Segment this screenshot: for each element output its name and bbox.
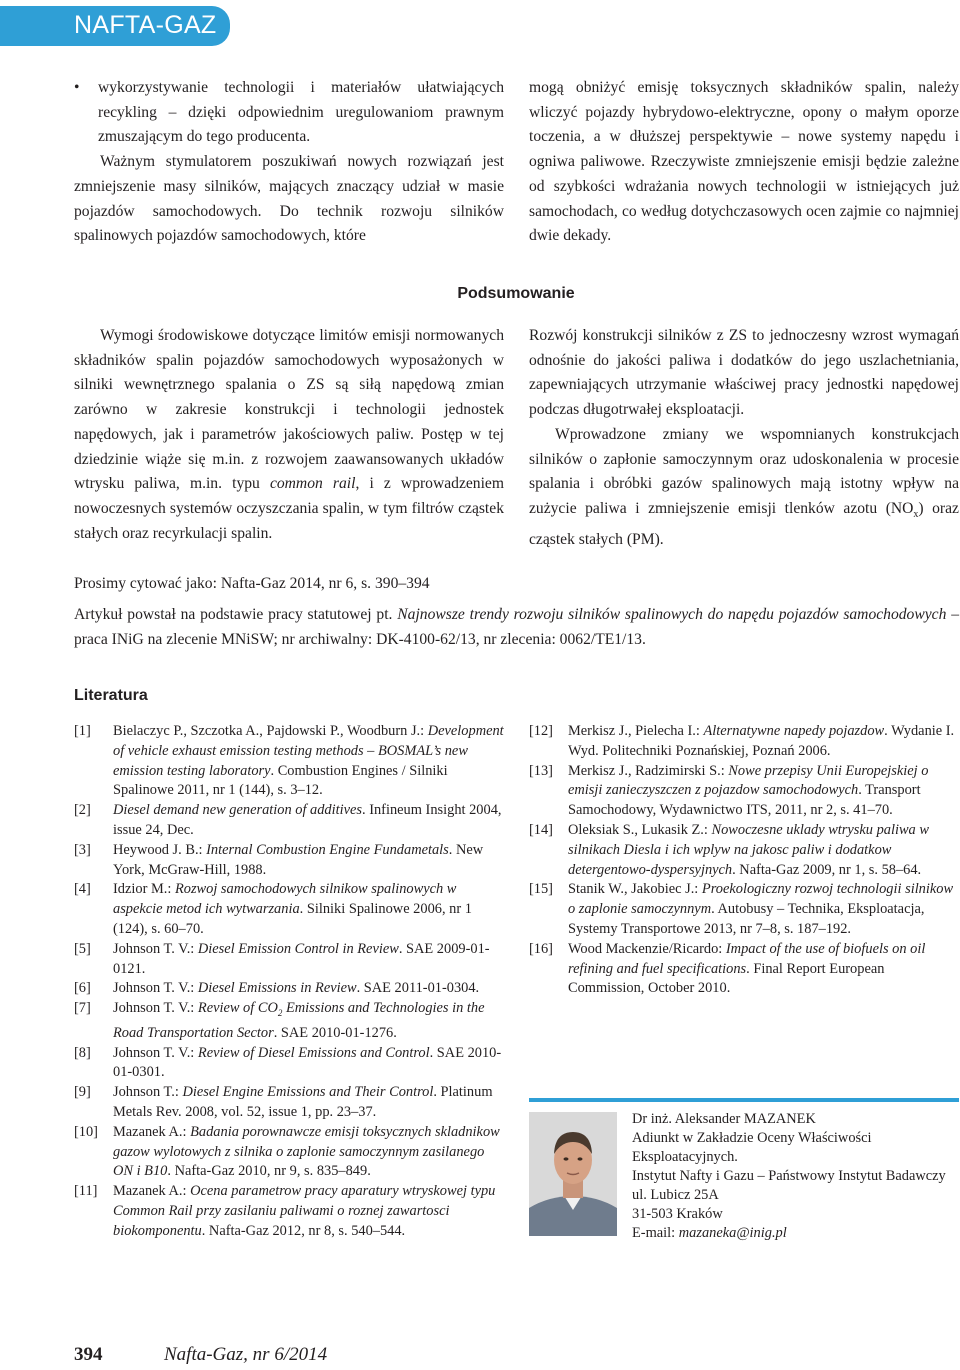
footer-journal: Nafta-Gaz, nr 6/2014	[164, 1344, 328, 1365]
page-number: 394	[74, 1344, 103, 1365]
reference-number: [10]	[74, 1123, 98, 1140]
reference-number: [15]	[529, 881, 553, 898]
reference-item: [14] Oleksiak S., Lukasik Z.: Nowoczesne uklady wtrysku paliwa w silnikach Diesla i ich wplyw na jakosc paliw i dodatkow detergentowo-dyspersyjnych. Nafta-Gaz 2009, nr 1, s. 58–64.	[529, 821, 929, 878]
reference-number: [4]	[74, 881, 91, 898]
section-heading: Podsumowanie	[457, 285, 575, 302]
reference-item: [12] Merkisz J., Pielecha I.: Alternatywne napedy pojazdow. Wydanie I. Wyd. Politechniki Poznańskiej, Poznań 2006.	[529, 723, 955, 759]
reference-item: [4] Idzior M.: Rozwoj samochodowych silnikow spalinowych w aspekcie metod ich wytwarzania. Silniki Spalinowe 2006, nr 1 (124), s. 60–70.	[74, 881, 472, 937]
citation-note: Prosimy cytować jako: Nafta-Gaz 2014, nr 6, s. 390–394	[74, 575, 430, 592]
reference-item: [13] Merkisz J., Radzimirski S.: Nowe przepisy Unii Europejskiej o emisji zanieczyszczen z pojazdow samochodowych. Transport Samochodowy, Wydawnictwo ITS, 2011, nr 2, s. 41–70.	[529, 762, 929, 819]
reference-number: [6]	[74, 980, 91, 997]
reference-item: [8] Johnson T. V.: Review of Diesel Emissions and Control. SAE 2010-01-0301.	[74, 1044, 502, 1081]
literature-heading: Literatura	[74, 687, 148, 704]
author-photo	[529, 1112, 617, 1236]
reference-item: [11] Mazanek A.: Ocena parametrow pracy aparatury wtryskowej typu Common Rail przy zasilaniu paliwami o roznej zawartosci biokomponentu. Nafta-Gaz 2012, nr 8, s. 540–544.	[74, 1183, 496, 1239]
summary-left-column	[74, 324, 504, 546]
summary-right-column	[529, 324, 959, 552]
reference-number: [12]	[529, 723, 553, 739]
author-street: ul. Lubicz 25A	[632, 1187, 719, 1203]
references-right-column	[529, 722, 959, 999]
reference-number: [13]	[529, 762, 553, 779]
author-info	[632, 1110, 958, 1243]
reference-item: [9] Johnson T.: Diesel Engine Emissions and Their Control. Platinum Metals Rev. 2008, vol. 52, issue 1, pp. 23–37.	[74, 1084, 493, 1121]
bullet-item: • wykorzystywanie technologii i materiałów ułatwiających recykling – dzięki odpowiednim uregulowaniom prawnym zmuszającym do tego producenta.	[74, 76, 504, 150]
reference-number: [2]	[74, 802, 91, 819]
reference-item: [3] Heywood J. B.: Internal Combustion Engine Fundametals. New York, McGraw-Hill, 1988.	[74, 841, 484, 878]
author-email: E-mail: mazaneka@inig.pl	[632, 1225, 787, 1241]
article-note: Artykuł powstał na podstawie pracy statutowej pt. Najnowsze trendy rozwoju silników spalinowych do napędu pojazdów samochodowych – praca INiG na zlecenie MNiSW; nr archiwalny: DK-4100-62/13, nr zlecenia: 0062/TE1/13.	[74, 606, 959, 648]
reference-number: [5]	[74, 940, 91, 957]
reference-item: [5] Johnson T. V.: Diesel Emission Control in Review. SAE 2009-01-0121.	[74, 940, 490, 977]
author-divider	[529, 1098, 959, 1102]
journal-header-tab	[0, 6, 230, 46]
paragraph: Wprowadzone zmiany we wspomnianych konstrukcjach silników o zapłonie samoczynnym oraz udoskonalenia w procesie spalania i obróbki gazów spalinowych mają istotny wpływ na zużycie paliwa i zmniejszenie emisji tlenków azotu $(NO_x)$ oraz cząstek stałych (PM).	[529, 425, 959, 548]
author-institution: Instytut Nafty i Gazu – Państwowy Instytut Badawczy	[632, 1168, 946, 1184]
reference-number: [9]	[74, 1084, 91, 1101]
references-left-column	[74, 722, 504, 1242]
reference-item: [6] Johnson T. V.: Diesel Emissions in Review. SAE 2011-01-0304.	[74, 979, 504, 999]
reference-item: [10] Mazanek A.: Badania porownawcze emisji toksycznych skladnikow gazow wylotowych z silnika o zaplonie samoczynnym zasilanego ON i B10. Nafta-Gaz 2010, nr 9, s. 835–849.	[74, 1123, 500, 1180]
reference-item: [16] Wood Mackenzie/Ricardo: Impact of the use of biofuels on oil refining and fuel specifications. Final Report European Commission, October 2010.	[529, 940, 926, 997]
author-name: Dr inż. Aleksander MAZANEK	[632, 1111, 816, 1127]
reference-number: [3]	[74, 841, 91, 858]
reference-item: [1] Bielaczyc P., Szczotka A., Pajdowski P., Woodburn J.: Development of vehicle exhaust emission testing methods – BOSMAL’s new emission testing laboratory. Combustion Engines / Silniki Spalinowe 2011, nr 1 (144), s. 3–12.	[74, 723, 504, 799]
paragraph: Rozwój konstrukcji silników z ZS to jednoczesny wzrost wymagań odnośnie do jakości paliwa i dodatków do jego uszlachetniania, zapewniających utrzymanie właściwej pracy jednostki napędowej podczas długotrwałej eksploatacji.	[529, 327, 959, 419]
paragraph: Ważnym stymulatorem poszukiwań nowych rozwiązań jest zmniejszenie masy silników, mających znaczący udział w masie pojazdów samochodowych. Do technik rozwoju silników spalinowych pojazdów samochodowych, które	[74, 153, 504, 245]
reference-item: [7] Johnson T. V.: Review of $CO_2$ Emissions and Technologies in the Road Transportation Sector. SAE 2010-01-1276.	[74, 1000, 485, 1041]
reference-number: [16]	[529, 940, 553, 957]
email-link[interactable]: mazaneka@inig.pl	[678, 1225, 787, 1241]
reference-number: [7]	[74, 1000, 91, 1017]
reference-number: [1]	[74, 723, 91, 739]
author-role: Adiunkt w Zakładzie Oceny Właściwości Eksploatacyjnych.	[632, 1130, 872, 1165]
reference-item: [2] Diesel demand new generation of additives. Infineum Insight 2004, issue 24, Dec.	[74, 802, 502, 838]
reference-number: [11]	[74, 1183, 98, 1200]
top-right-column	[529, 76, 959, 249]
top-left-column	[74, 76, 504, 249]
reference-number: [14]	[529, 821, 553, 838]
paragraph: mogą obniżyć emisję toksycznych składników spalin, należy wliczyć pojazdy hybrydowo-elektryczne, opony o małym oporze toczenia, a w dłuższej perspektywie – nowe systemy napędu i ogniwa paliwowe. Rzeczywiste zmniejszenie emisji będzie zależne od szybkości wdrażania nowych technologii w istniejących już samochodach, co według dotychczasowych ocen zajmie co najmniej dwie dekady.	[529, 79, 959, 245]
journal-title: NAFTA-GAZ	[74, 11, 217, 39]
paragraph: Wymogi środowiskowe dotyczące limitów emisji normowanych składników spalin pojazdów samochodowych wyposażonych w silniki wewnętrznego spalania o ZS są siłą napędową zmian zarówno w zakresie konstrukcji i technologii jednostek napędowych, jak i parametrów jakościowych paliw. Postęp w tej dziedzinie wiąże się m.in. z rozwojem zaawansowanych układów wtrysku paliwa, m.in. typu common rail, i z wprowadzeniem nowoczesnych systemów oczyszczania spalin, w tym filtrów cząstek stałych oraz recyrkulacji spalin.	[74, 327, 504, 542]
reference-number: [8]	[74, 1044, 91, 1061]
author-city: 31-503 Kraków	[632, 1206, 723, 1222]
reference-item: [15] Stanik W., Jakobiec J.: Proekologiczny rozwoj technologii silnikow o zaplonie samoczynnym. Autobusy – Technika, Eksploatacja, Systemy Transportowe 2013, nr 7–8, s. 187–192.	[529, 881, 954, 937]
